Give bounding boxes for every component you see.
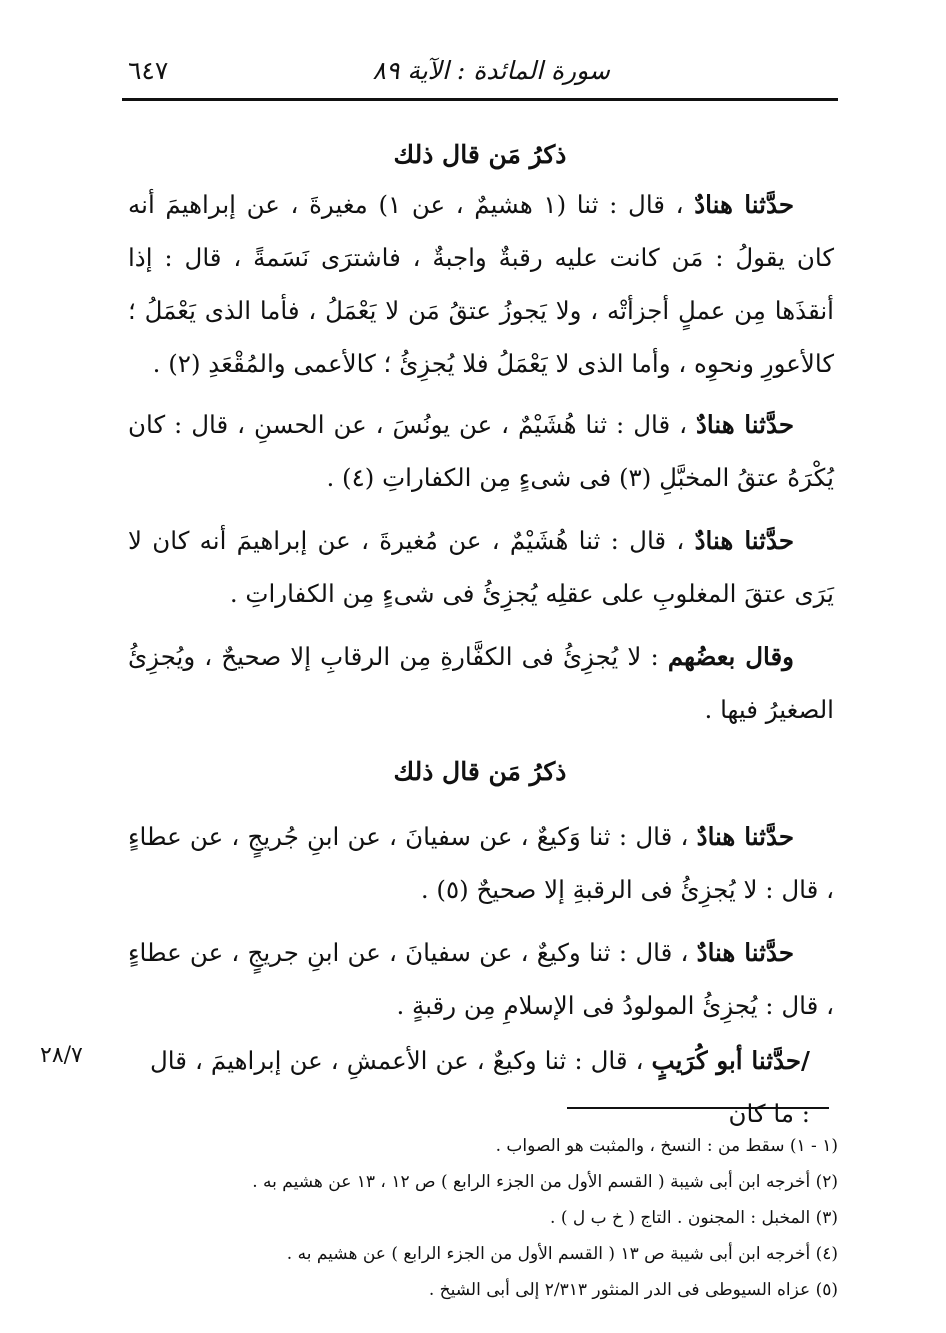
- footnote-4: (٤) أخرجه ابن أبى شيبة ص ١٣ ( القسم الأول من الجزء الرابع ) عن هشيم به .: [286, 1244, 838, 1264]
- running-head-title: سورة المائدة : الآية ٨٩: [372, 56, 610, 85]
- section-heading-2: ذكرُ مَن قال ذلك: [393, 757, 567, 786]
- paragraph-7: [150, 1034, 810, 1140]
- paragraph-6-lead: حدَّثنا هنادٌ: [696, 938, 794, 967]
- page-number: ٦٤٧: [128, 56, 169, 85]
- paragraph-5-lead: حدَّثنا هنادٌ: [696, 822, 794, 851]
- paragraph-1-lead: حدَّثنا هنادٌ: [694, 190, 794, 219]
- paragraph-1: [128, 178, 834, 390]
- footnote-2: (٢) أخرجه ابن أبى شيبة ( القسم الأول من الجزء الرابع ) ص ١٢ ، ١٣ عن هشيم به .: [252, 1172, 838, 1192]
- paragraph-3-lead: حدَّثنا هنادٌ: [694, 526, 794, 555]
- paragraph-7-lead: /حدَّثنا أبو كُرَيبٍ: [651, 1046, 810, 1075]
- paragraph-7-text: ، قال : ثنا وكيعٌ ، عن الأعمشِ ، عن إبراهيمَ ، قال : ما كان: [150, 1046, 810, 1128]
- paragraph-4-lead: وقال بعضُهم: [667, 642, 794, 671]
- footnote-1: (١ - ١) سقط من : النسخ ، والمثبت هو الصواب .: [495, 1136, 838, 1156]
- paragraph-5-text: ، قال : ثنا وَكيعٌ ، عن سفيانَ ، عن ابنِ جُريجٍ ، عن عطاءٍ ، قال : لا يُجزِئُ فى الرقبةِ إلا صحيحٌ (٥) .: [128, 822, 834, 904]
- paragraph-6-text: ، قال : ثنا وكيعٌ ، عن سفيانَ ، عن ابنِ جريجٍ ، عن عطاءٍ ، قال : يُجزِئُ المولودُ فى الإسلامِ مِن رقبةٍ .: [128, 938, 834, 1020]
- paragraph-4-text: : لا يُجزِئُ فى الكفَّارةِ مِن الرقابِ إلا صحيحٌ ، ويُجزِئُ الصغيرُ فيها .: [128, 642, 834, 724]
- running-head: [120, 50, 824, 90]
- paragraph-6: [128, 926, 834, 1032]
- footnote-3: (٣) المخبل : المجنون . التاج ( خ ب ل ) .: [550, 1208, 838, 1228]
- paragraph-5: [128, 810, 834, 916]
- paragraph-2-lead: حدَّثنا هنادٌ: [695, 410, 794, 439]
- paragraph-1-text: ، قال : ثنا (١ هشيمٌ ، عن ١) مغيرةَ ، عن إبراهيمَ أنه كان يقولُ : مَن كانت عليه رقبةٌ واجبةٌ ، فاشترَى نَسَمةً ، قال : إذا أنقذَها مِن عملٍ أجزأتْه ، ولا يَجوزُ عتقُ مَن لا يَعْمَلُ ، فأما الذى يَعْمَلُ ؛ كالأعورِ ونحوِه ، وأما الذى لا يَعْمَلُ فلا يُجزِئُ ؛ كالأعمى والمُقْعَدِ (٢) .: [128, 190, 834, 378]
- section-heading-1: ذكرُ مَن قال ذلك: [393, 140, 567, 169]
- paragraph-4: [128, 630, 834, 736]
- margin-reference: ٢٨/٧: [40, 1043, 83, 1068]
- paragraph-3-text: ، قال : ثنا هُشَيْمٌ ، عن مُغيرةَ ، عن إبراهيمَ أنه كان لا يَرَى عتقَ المغلوبِ على عقلِه يُجزِئُ فى شىءٍ مِن الكفاراتِ .: [128, 526, 834, 608]
- header-rule: [122, 98, 838, 101]
- footnote-5: (٥) عزاه السيوطى فى الدر المنثور ٢/٣١٣ إلى أبى الشيخ .: [428, 1280, 838, 1300]
- footnote-rule: [567, 1107, 829, 1109]
- footnotes: [138, 1128, 838, 1308]
- paragraph-3: [128, 514, 834, 620]
- paragraph-2: [128, 398, 834, 504]
- paragraph-2-text: ، قال : ثنا هُشَيْمٌ ، عن يونُسَ ، عن الحسنِ ، قال : كان يُكْرَهُ عتقُ المخبَّلِ (٣) فى شىءٍ مِن الكفاراتِ (٤) .: [128, 410, 834, 492]
